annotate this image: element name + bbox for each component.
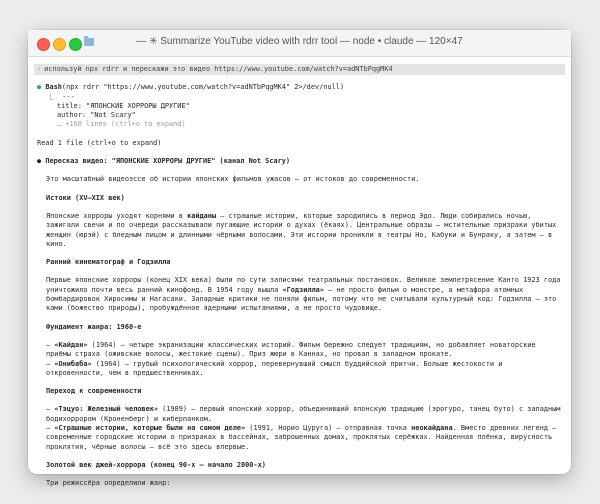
prompt-arrow-icon: › (37, 65, 42, 73)
tool-output-line: title: "ЯПОНСКИЕ ХОРРОРЫ ДРУГИЕ" (57, 101, 190, 110)
section-title: Фундамент жанра: 1960-е (46, 322, 142, 331)
list-item: – «Тэцуо: Железный человек» (1989) — первый японский хоррор, объединивший японскую традицию (эрогуро, танец буто) с западным бодихоррором (Кроненберг) и киберпанком. (46, 405, 561, 423)
user-prompt (34, 64, 565, 75)
section-title: Переход к современности (46, 387, 142, 396)
terminal-window (28, 30, 571, 488)
section-paragraph: Японские хорроры уходят корнями в кайданы — страшные истории, которые зародились в период Эдо. Люди собирались ночью, зажигали свечи и по очереди рассказывали пугающие истории о духах (ёкаях). Центральные образы — мстительные призраки убитых женщин (юрэй) с бледным лицом и длинными чёрными волосами. Эти истории проникли в театры Но, Кабуки и Бунраку, а затем — в кино. (46, 211, 557, 248)
expand-output-hint[interactable]: … +160 lines (ctrl+o to expand) (57, 120, 186, 129)
section-title: Золотой век джей-хоррора (конец 90-х — начало 2000-х) (46, 460, 266, 469)
section-paragraph: Первые японские хорроры (конец XIX века) были по сути записями театральных постановок. Великое землетрясение Канто 1923 года уничтожило почти весь ранний кинофонд. В 1954 году вышла «Годзилла» — не просто фильм о монстре, а метафора атомных бомбардировок Хиросимы и Нагасаки. Западные критики не поняли фильм, потому что не считывали культурный код: Годзилла — это ками (божество природы), пробуждённое ядерными испытаниями, а не просто чудовище. (46, 276, 561, 313)
tool-call-line (37, 83, 562, 92)
read-file-note[interactable]: Read 1 file (ctrl+o to expand) (37, 138, 162, 147)
tool-args: (npx rdrr "https://www.youtube.com/watch?v=adNTbPqgMK4" 2>/dev/null) (61, 83, 345, 92)
summary-intro: Это масштабный видеоэссе об истории японских фильмов ужасов — от истоков до современности. (46, 175, 420, 184)
title-bar (28, 30, 571, 57)
section-paragraph: Три режиссёра определили жанр: (46, 479, 171, 488)
section-title: Истоки (XV–XIX век) (46, 193, 125, 202)
tool-output-marker: ⎿ --- (47, 92, 75, 101)
section-title: Ранний кинематограф и Годзилла (46, 258, 171, 267)
tool-status-dot-icon: ● (37, 83, 42, 92)
window-title: — ✳ Summarize YouTube video with rdrr tool — node • claude — 120×47 (136, 36, 463, 47)
summary-heading (37, 157, 562, 166)
list-item: – «Кайдан» (1964) — четыре экранизации классических историй. Фильм бережно следует традициям, но добавляет новаторские приёмы страха (оживские волосы, жестокие сцены). Приз жюри в Каннах, но провал в западном прокате. (46, 340, 536, 359)
prompt-text: используй npx rdrr и перескажи это видео https://www.youtube.com/watch?v=adNTbPqgMK4 (44, 65, 393, 73)
list-item: – «Страшные истории, которые были на самом деле» (1991, Норио Цуруга) — отправная точка неокайдана. Вместо древних легенд — современные городские истории о призраках в бассейнах, заброшенных домах, проклятых серёжках. Найденная плёнка, вирусность проклятия, чёрные волосы — всё это здесь впервые. (46, 424, 557, 451)
terminal-content[interactable] (28, 57, 571, 489)
list-item: – «Онибаба» (1964) — грубый психологический хоррор, перевернувший смысл буддийской притчи. Больше жестокости и откровенности, чем в предшественниках. (46, 359, 503, 377)
tool-output-line: author: "Not Scary" (57, 111, 136, 120)
tool-name: Bash (45, 83, 62, 92)
summary-heading-text: Пересказ видео: "ЯПОНСКИЕ ХОРРОРЫ ДРУГИЕ" (канал Not Scary) (45, 157, 291, 166)
summary-bullet-icon: ● (37, 157, 42, 166)
